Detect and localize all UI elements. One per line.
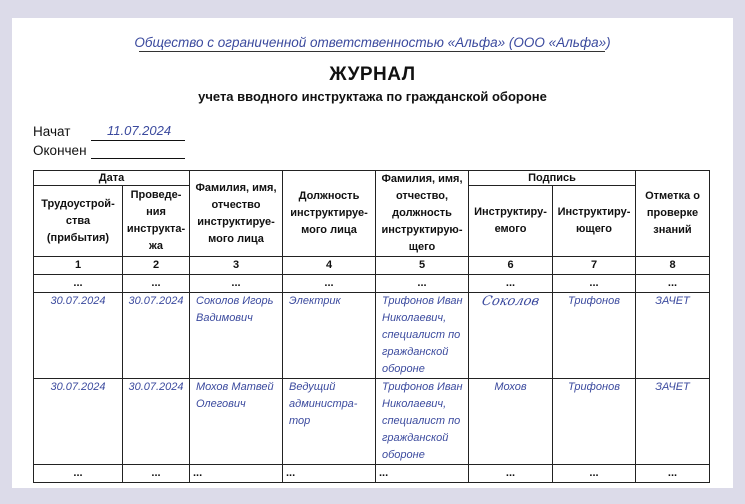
ellipsis-cell: ... bbox=[123, 275, 190, 293]
header-instructor: Фамилия, имя, отчество, должность инструктирую-щего bbox=[376, 171, 469, 257]
ellipsis-cell: ... bbox=[190, 465, 283, 483]
column-number: 6 bbox=[469, 257, 553, 275]
started-value: 11.07.2024 bbox=[107, 123, 172, 138]
column-number: 1 bbox=[34, 257, 123, 275]
finished-line bbox=[91, 158, 185, 159]
ellipsis-cell: ... bbox=[283, 275, 376, 293]
header-sig-trainee: Инструктиру-емого bbox=[469, 186, 553, 257]
journal-table bbox=[33, 170, 710, 483]
header-knowledge-mark: Отметка о проверке знаний bbox=[636, 171, 710, 257]
document-subtitle: учета вводного инструктажа по гражданской обороне bbox=[198, 89, 547, 104]
ellipsis-cell: ... bbox=[190, 275, 283, 293]
column-number: 4 bbox=[283, 257, 376, 275]
table-row bbox=[34, 293, 710, 379]
header-trainee-name: Фамилия, имя, отчество инструктируе-мого лица bbox=[190, 171, 283, 257]
instructor-signature-cell: Трифонов bbox=[553, 293, 636, 379]
trainee-name-cell: Мохов Матвей Олегович bbox=[190, 379, 283, 465]
knowledge-mark-cell: ЗАЧЕТ bbox=[636, 379, 710, 465]
started-label: Начат bbox=[33, 124, 71, 139]
ellipsis-cell: ... bbox=[376, 465, 469, 483]
ellipsis-cell: ... bbox=[123, 465, 190, 483]
instructor-signature-cell: Трифонов bbox=[553, 379, 636, 465]
started-line bbox=[91, 140, 185, 141]
ellipsis-cell: ... bbox=[636, 275, 710, 293]
header-position: Должность инструктируе-мого лица bbox=[283, 171, 376, 257]
column-number: 5 bbox=[376, 257, 469, 275]
employment-date-cell: 30.07.2024 bbox=[34, 379, 123, 465]
ellipsis-row bbox=[34, 275, 710, 293]
column-number: 2 bbox=[123, 257, 190, 275]
conducting-date-cell: 30.07.2024 bbox=[123, 379, 190, 465]
trainee-signature-cell bbox=[469, 293, 553, 379]
ellipsis-cell: ... bbox=[553, 465, 636, 483]
position-cell: Электрик bbox=[283, 293, 376, 379]
organization-name: Общество с ограниченной ответственностью «Альфа» (ООО «Альфа») bbox=[134, 35, 611, 50]
ellipsis-row bbox=[34, 465, 710, 483]
ellipsis-cell: ... bbox=[34, 275, 123, 293]
column-numbers-row bbox=[34, 257, 710, 275]
header-employment-date: Трудоустрой-ства (прибытия) bbox=[34, 186, 123, 257]
journal-page bbox=[12, 18, 733, 488]
employment-date-cell: 30.07.2024 bbox=[34, 293, 123, 379]
organization-underline bbox=[139, 51, 605, 52]
header-sig-instructor: Инструктиру-ющего bbox=[553, 186, 636, 257]
column-number: 8 bbox=[636, 257, 710, 275]
conducting-date-cell: 30.07.2024 bbox=[123, 293, 190, 379]
trainee-signature: Соколов bbox=[480, 294, 541, 309]
table-row bbox=[34, 379, 710, 465]
trainee-name-cell: Соколов Игорь Вадимович bbox=[190, 293, 283, 379]
header-date-group: Дата bbox=[34, 171, 190, 186]
ellipsis-cell: ... bbox=[283, 465, 376, 483]
ellipsis-cell: ... bbox=[636, 465, 710, 483]
ellipsis-cell: ... bbox=[469, 465, 553, 483]
column-number: 7 bbox=[553, 257, 636, 275]
header-signature-group: Подпись bbox=[469, 171, 636, 186]
position-cell: Ведущий администра-тор bbox=[283, 379, 376, 465]
ellipsis-cell: ... bbox=[376, 275, 469, 293]
ellipsis-cell: ... bbox=[469, 275, 553, 293]
instructor-cell: Трифонов Иван Николаевич, специалист по гражданской обороне bbox=[376, 379, 469, 465]
header-conducting-date: Проведе-ния инструкта-жа bbox=[123, 186, 190, 257]
column-number: 3 bbox=[190, 257, 283, 275]
instructor-cell: Трифонов Иван Николаевич, специалист по гражданской обороне bbox=[376, 293, 469, 379]
document-title: ЖУРНАЛ bbox=[329, 64, 416, 85]
trainee-signature-cell: Мохов bbox=[469, 379, 553, 465]
finished-label: Окончен bbox=[33, 143, 87, 158]
ellipsis-cell: ... bbox=[34, 465, 123, 483]
knowledge-mark-cell: ЗАЧЕТ bbox=[636, 293, 710, 379]
ellipsis-cell: ... bbox=[553, 275, 636, 293]
